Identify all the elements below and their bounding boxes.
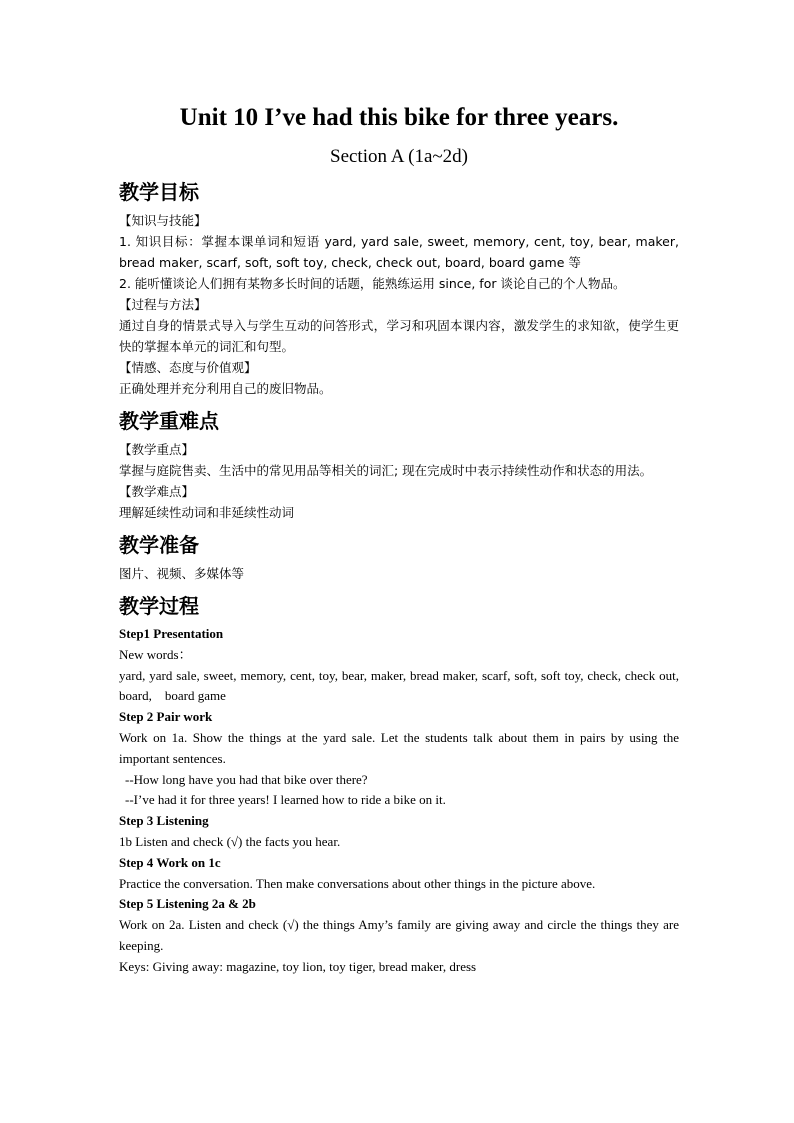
emotion-text: 正确处理并充分利用自己的废旧物品。 bbox=[119, 381, 332, 396]
key-points-heading: 教学重难点 bbox=[119, 409, 219, 433]
difficulty-label: 【教学难点】 bbox=[119, 484, 195, 499]
preparation-section bbox=[119, 531, 679, 584]
section-subtitle: Section A (1a~2d) bbox=[330, 146, 468, 167]
page-title: Unit 10 I’ve had this bike for three years. bbox=[179, 104, 619, 131]
step2-dialogue-line-1: --How long have you had that bike over there? bbox=[125, 771, 368, 787]
objectives-section bbox=[119, 178, 679, 399]
step1-words: yard, yard sale, sweet, memory, cent, toy, bear, maker, bread maker, scarf, soft, soft toy, check, check out, board, board game bbox=[119, 667, 683, 704]
knowledge-item-1: 1. 知识目标：掌握本课单词和短语 yard, yard sale, sweet, memory, cent, toy, bear, maker, bread maker, scarf, soft, soft toy, check, check out, board, board game 等 bbox=[119, 234, 679, 270]
step2-text: Work on 1a. Show the things at the yard sale. Let the students talk about them in pairs by using the important sentences. bbox=[119, 729, 679, 766]
step3-text: 1b Listen and check (√) the facts you hear. bbox=[119, 833, 341, 849]
lesson-plan bbox=[119, 100, 683, 978]
knowledge-label: 【知识与技能】 bbox=[119, 213, 207, 228]
step5-title: Step 5 Listening 2a & 2b bbox=[119, 896, 256, 912]
knowledge-item-2: 2. 能听懂谈论人们拥有某物多长时间的话题，能熟练运用 since, for 谈论自己的个人物品。 bbox=[119, 276, 626, 291]
focus-label: 【教学重点】 bbox=[119, 442, 195, 457]
step3-title: Step 3 Listening bbox=[119, 813, 209, 829]
preparation-heading: 教学准备 bbox=[119, 533, 199, 557]
focus-text: 掌握与庭院售卖、生活中的常见用品等相关的词汇; 现在完成时中表示持续性动作和状态的用法。 bbox=[119, 463, 653, 478]
process-text: 通过自身的情景式导入与学生互动的问答形式，学习和巩固本课内容，激发学生的求知欲，使学生更快的掌握本单元的词汇和句型。 bbox=[119, 318, 679, 354]
emotion-label: 【情感、态度与价值观】 bbox=[119, 360, 257, 375]
step5-keys: Keys: Giving away: magazine, toy lion, toy tiger, bread maker, dress bbox=[119, 958, 477, 974]
step4-text: Practice the conversation. Then make conversations about other things in the picture above. bbox=[119, 875, 596, 891]
key-points-section bbox=[119, 407, 679, 523]
step1-label: New words： bbox=[119, 646, 192, 662]
step5-text: Work on 2a. Listen and check (√) the things Amy’s family are giving away and circle the things they are keeping. bbox=[119, 917, 679, 953]
process-section bbox=[119, 592, 683, 978]
preparation-text: 图片、视频、多媒体等 bbox=[119, 566, 245, 581]
step2-dialogue-line-2: --I’ve had it for three years! I learned how to ride a bike on it. bbox=[125, 792, 446, 808]
difficulty-text: 理解延续性动词和非延续性动词 bbox=[119, 505, 295, 520]
objectives-heading: 教学目标 bbox=[119, 180, 199, 204]
process-label: 【过程与方法】 bbox=[119, 297, 207, 312]
step4-title: Step 4 Work on 1c bbox=[119, 854, 221, 870]
step1-title: Step1 Presentation bbox=[119, 626, 224, 641]
process-heading: 教学过程 bbox=[119, 594, 199, 618]
step2-title: Step 2 Pair work bbox=[119, 709, 213, 725]
